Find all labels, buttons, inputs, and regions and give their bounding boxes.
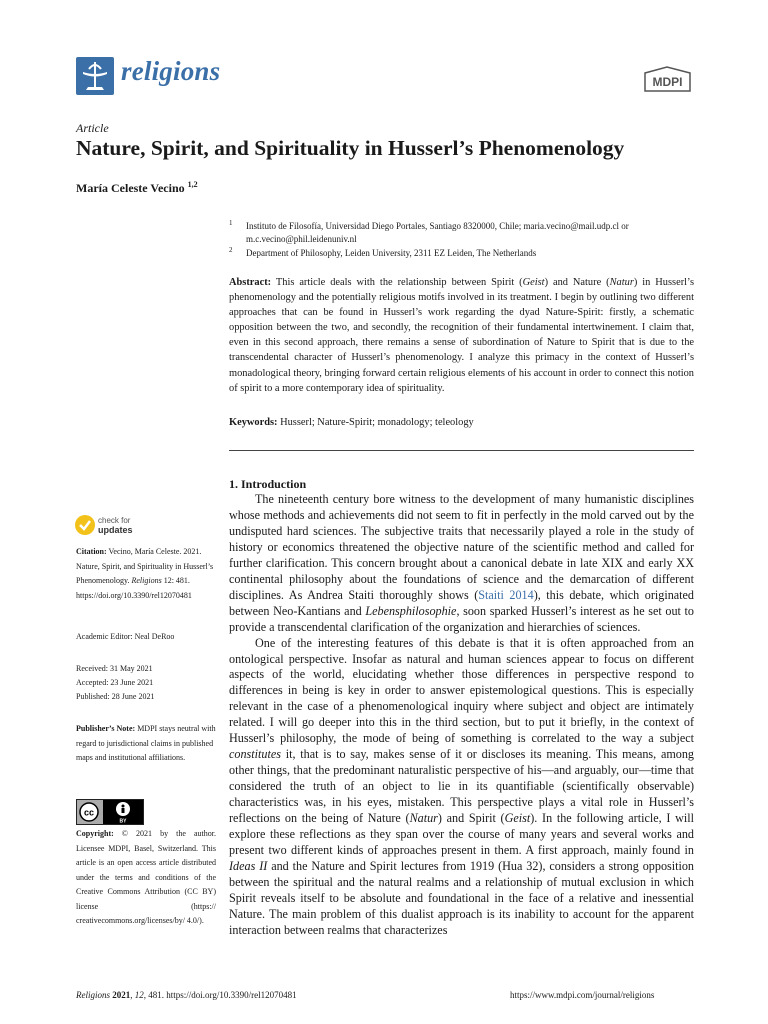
publisher-note-label: Publisher’s Note:: [76, 724, 136, 733]
section-heading: 1. Introduction: [229, 477, 307, 491]
cc-by-label: BY: [119, 818, 127, 824]
publisher-note: [76, 722, 216, 766]
footer-year: 2021: [112, 990, 131, 1000]
publisher-name: MDPI: [652, 75, 683, 89]
keywords-label: Keywords:: [229, 417, 278, 428]
received-date: Received: 31 May 2021: [76, 664, 153, 673]
text-run: ) and Spirit (: [437, 811, 505, 826]
text-run: The nineteenth century bore witness to the development of many humanistic disciplines whose methods and achievements did not seem to fit in perfectly in the mold carved out by the undisputed hard sciences. The subjective traits that necessarily played a role in the study of history or economics threatened the objective nature of the scientific method and called for further clarification. This concern brought about a canonical debate in late XIX and early XX continental philosophy about the foundations of science and the demarcation of different disciplines. As Andrea Staiti thoroughly shows (: [229, 492, 694, 602]
abstract-text: ) in Husserl’s phenomenology and the potentially religious motifs involved in its treatment. I begin by outlining two different approaches that can be found in Husserl’s work regarding the dyad Nature-Spirit: firstly, a schematic opposition between the two, and secondly, the recognition of their fundamental intertwinement. I claim that, even in this second approach, there remains a sense of subordination of Nature to Spirit that is due to the transcendental character of Husserl’s phenomenology. I analyze this primacy in the context of Husserl’s monadological theory, bringing forward certain religious elements of his account in order to connect this notion of spirit to a more contemporary idea of spirituality.: [229, 277, 694, 394]
affiliation-number: 1: [229, 219, 233, 227]
abstract-term: Geist: [522, 277, 545, 288]
published-date: Published: 28 June 2021: [76, 692, 155, 701]
text-run: ). In the following article, I will explore these reflections as they span over the course of many years and several works and present two different kinds of approaches present in them. A first approach, mainly found in: [229, 811, 694, 857]
abstract-text: ) and Nature (: [544, 277, 610, 288]
paragraph: [229, 492, 694, 636]
journal-name: religions: [121, 56, 221, 86]
footer-citation: Religions 2021, 12, 481. https://doi.org/10.3390/rel12070481: [76, 990, 297, 1000]
footer-doi: , 481. https://doi.org/10.3390/rel12070481: [143, 990, 297, 1000]
text-run: ), this debate, which originated between Neo-Kantians and: [229, 587, 694, 618]
text-run: constitutes: [229, 747, 281, 762]
text-run: Ideas II: [229, 858, 268, 873]
keywords: [229, 417, 694, 428]
author-name: María Celeste Vecino: [76, 181, 185, 195]
divider: [229, 450, 694, 451]
citation-link[interactable]: Staiti 2014: [478, 587, 534, 602]
body-text: [229, 492, 694, 939]
paragraph: [229, 636, 694, 939]
citation-journal: Religions: [131, 576, 162, 585]
check-updates-label: check for: [98, 516, 131, 525]
footer-url[interactable]: https://www.mdpi.com/journal/religions: [510, 990, 655, 1000]
text-run: Geist: [504, 811, 531, 826]
check-for-updates-button[interactable]: [75, 513, 155, 541]
citation-label: Citation:: [76, 547, 107, 556]
text-run: Lebensphilosophie: [365, 603, 457, 618]
svg-text:cc: cc: [83, 807, 95, 818]
footer-volume: 12: [134, 990, 144, 1000]
text-run: it, that is to say, makes sense of it or discloses its meaning. This means, among other things, that the predominant naturalistic perspective of his—and arguably, our—time that considered the truth of an object to lie in its quantifiable (scientifically observable) characteristics was, in his eyes, mistaken. This perspective plays a vital role in Husserl’s reflections on the being of Nature (: [229, 747, 694, 826]
page-title: Nature, Spirit, and Spirituality in Husserl’s Phenomenology: [76, 136, 625, 160]
abstract: [229, 275, 694, 396]
mdpi-logo: [642, 65, 693, 93]
copyright: [76, 827, 216, 929]
affiliation-text: Instituto de Filosofía, Universidad Diego Portales, Santiago 8320000, Chile; maria.vecino@mail.udp.cl or m.c.vecino@phil.leidenuniv.nl: [246, 221, 629, 244]
abstract-text: This article deals with the relationship between Spirit (: [271, 277, 523, 288]
citation-text: 12: 481. https://doi.org/10.3390/rel12070481: [76, 576, 192, 600]
copyright-text: © 2021 by the author. Licensee MDPI, Basel, Switzerland. This article is an open access article distributed under the terms and conditions of the Creative Commons Attribution (CC BY) license (https:// creativecommons.org/licenses/by/ 4.0/).: [76, 829, 216, 925]
article-type: Article: [76, 121, 109, 135]
abstract-term: Natur: [609, 277, 634, 288]
academic-editor: Academic Editor: Neal DeRoo: [76, 632, 175, 641]
abstract-label: Abstract:: [229, 277, 272, 288]
copyright-label: Copyright:: [76, 829, 114, 838]
affiliation-number: 2: [229, 246, 233, 254]
check-updates-icon: [75, 515, 95, 535]
text-run: Natur: [409, 811, 438, 826]
author-affil-sup: 1,2: [187, 180, 198, 189]
affiliation-text: Department of Philosophy, Leiden University, 2311 EZ Leiden, The Netherlands: [246, 248, 537, 258]
cc-license-badge[interactable]: [76, 799, 144, 825]
citation-text: Vecino, María Celeste. 2021. Nature, Spirit, and Spirituality in Husserl’s Phenomenology.: [76, 547, 214, 585]
text-run: , soon sparked Husserl’s interest as he set out to provide a transcendental clarification of the organization and hierarchies of sciences.: [229, 603, 694, 634]
text-run: One of the interesting features of this debate is that it is often approached from an ontological perspective. Insofar as natural and human sciences appear to focus on different aspects of the world, elucidating whether those differences in perspective respond to differences in being is key in order to answer epistemological questions. This is especially relevant in the case of a phenomenological inquiry where subject and object are intimately related. I will go deeper into this in the third section, but to put it briefly, in the context of Husserl’s philosophy, the mode of being of something is correlated to the way a subject: [229, 635, 694, 746]
citation: [76, 545, 216, 603]
keywords-text: Husserl; Nature-Spirit; monadology; teleology: [277, 417, 474, 428]
author: [76, 180, 198, 196]
publisher-note-text: MDPI stays neutral with regard to jurisdictional claims in published maps and institutional affiliations.: [76, 724, 216, 762]
footer-journal: Religions: [76, 990, 110, 1000]
journal-logo-icon: [76, 57, 114, 95]
text-run: and the Nature and Spirit lectures from 1919 (Hua 32), considers a strong opposition between the spiritual and the natural realms and a relationship of mutual exclusion in which Spirit reveals itself to be absolute and foundational in the face of a relative and inessential Nature. The main problem of this dualist approach is its inability to account for the apparent interaction between realms that characterizes: [229, 858, 694, 937]
check-updates-label: updates: [98, 525, 133, 535]
accepted-date: Accepted: 23 June 2021: [76, 678, 154, 687]
